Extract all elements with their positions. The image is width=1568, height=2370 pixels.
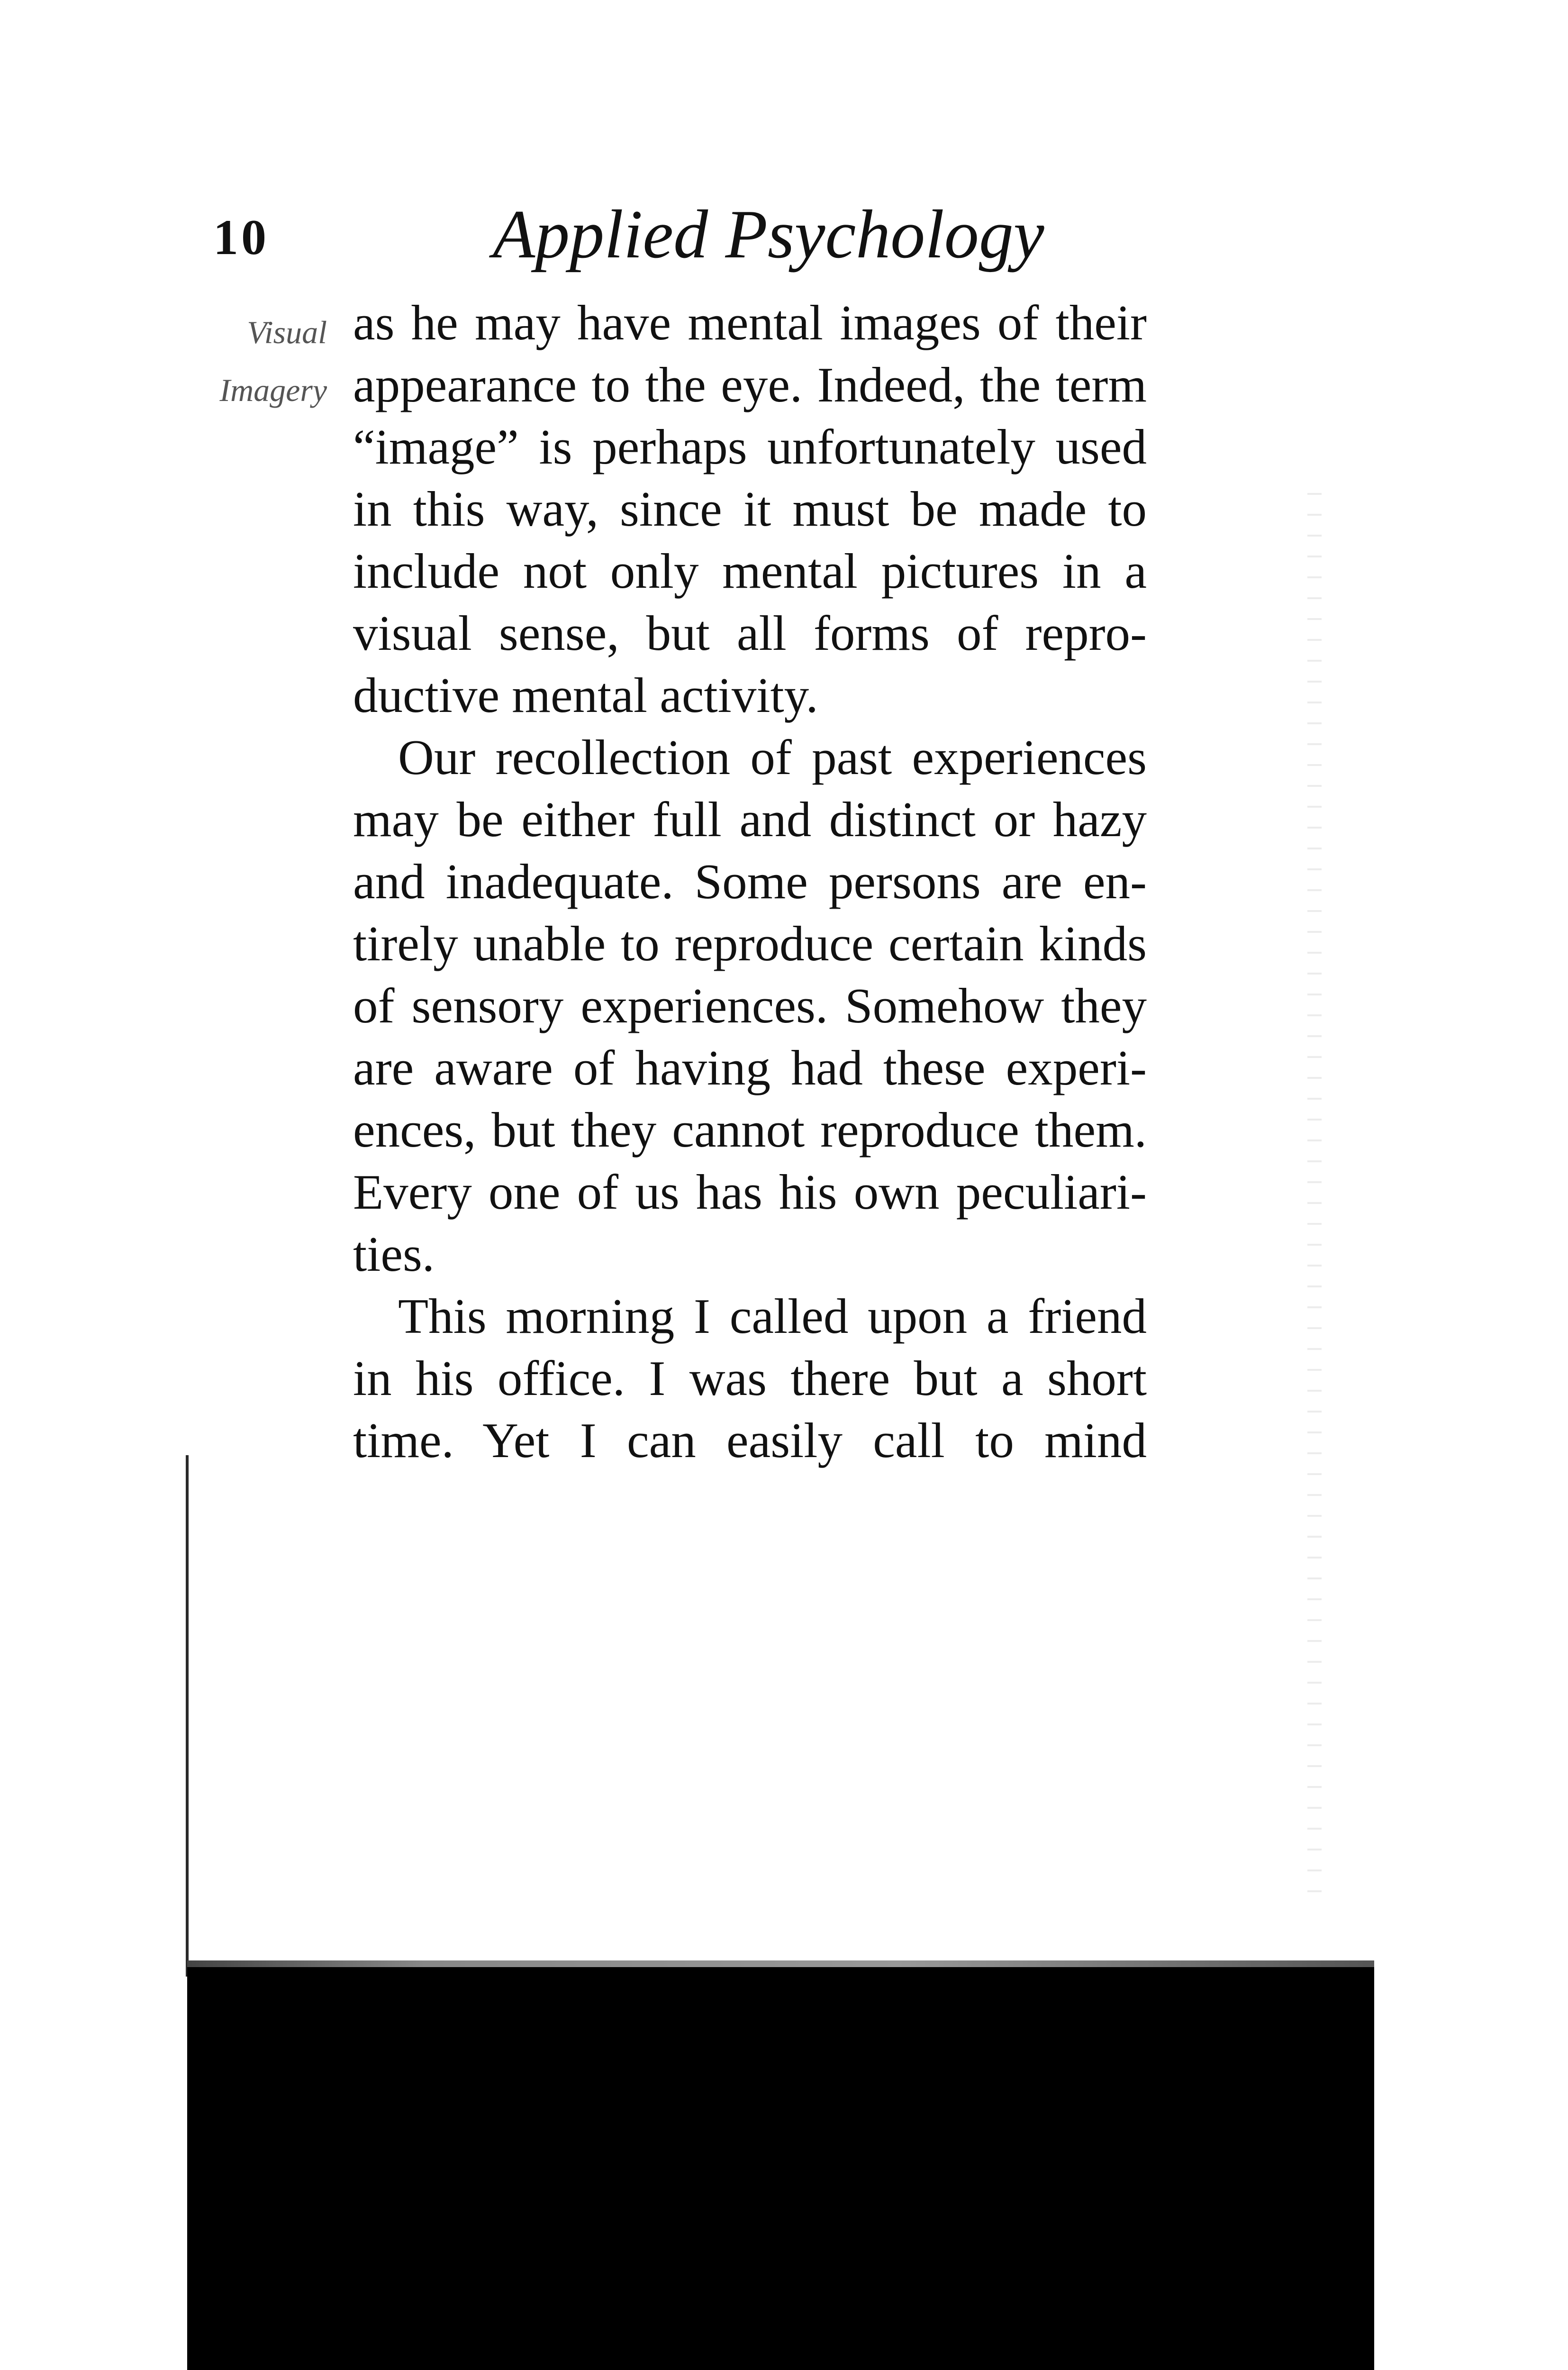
margin-note — [171, 303, 327, 419]
text-line: ences, but they cannot reproduce them. — [353, 1102, 1147, 1158]
text-line: in his office. I was there but a short — [353, 1350, 1147, 1406]
text-line: include not only mental pictures in a — [353, 543, 1147, 599]
text-line: of sensory experiences. Somehow they — [353, 978, 1147, 1033]
margin-note-line: Visual — [247, 314, 327, 350]
paragraph — [353, 726, 1147, 1285]
paragraph — [353, 1285, 1147, 1471]
scan-edge-rule — [186, 1455, 189, 1977]
text-line: ductive mental activity. — [353, 667, 818, 723]
text-line: as he may have mental images of their — [353, 295, 1147, 350]
text-line: appearance to the eye. Indeed, the term — [353, 357, 1147, 412]
paragraph — [353, 292, 1147, 726]
text-line: in this way, since it must be made to — [353, 481, 1147, 537]
text-line: tirely unable to reproduce certain kinds — [353, 916, 1147, 971]
text-line: ties. — [353, 1226, 435, 1282]
text-line: are aware of having had these experi- — [353, 1040, 1147, 1095]
body-text — [353, 292, 1147, 1471]
text-line: and inadequate. Some persons are en- — [353, 854, 1147, 909]
text-line: may be either full and distinct or hazy — [353, 792, 1147, 847]
margin-note-line: Imagery — [219, 372, 327, 408]
text-line: time. Yet I can easily call to mind — [353, 1413, 1147, 1468]
running-title: Applied Psychology — [493, 196, 1044, 273]
text-line: Our recollection of past experiences — [398, 729, 1147, 785]
scan-speckle — [1307, 474, 1322, 1896]
text-line: Every one of us has his own peculiari- — [353, 1164, 1147, 1220]
text-line: This morning I called upon a friend — [398, 1288, 1147, 1344]
page-number: 10 — [213, 210, 269, 265]
scan-black-region — [187, 1967, 1374, 2370]
text-line: “image” is perhaps unfortunately used — [353, 419, 1147, 474]
text-line: visual sense, but all forms of repro- — [353, 605, 1147, 661]
